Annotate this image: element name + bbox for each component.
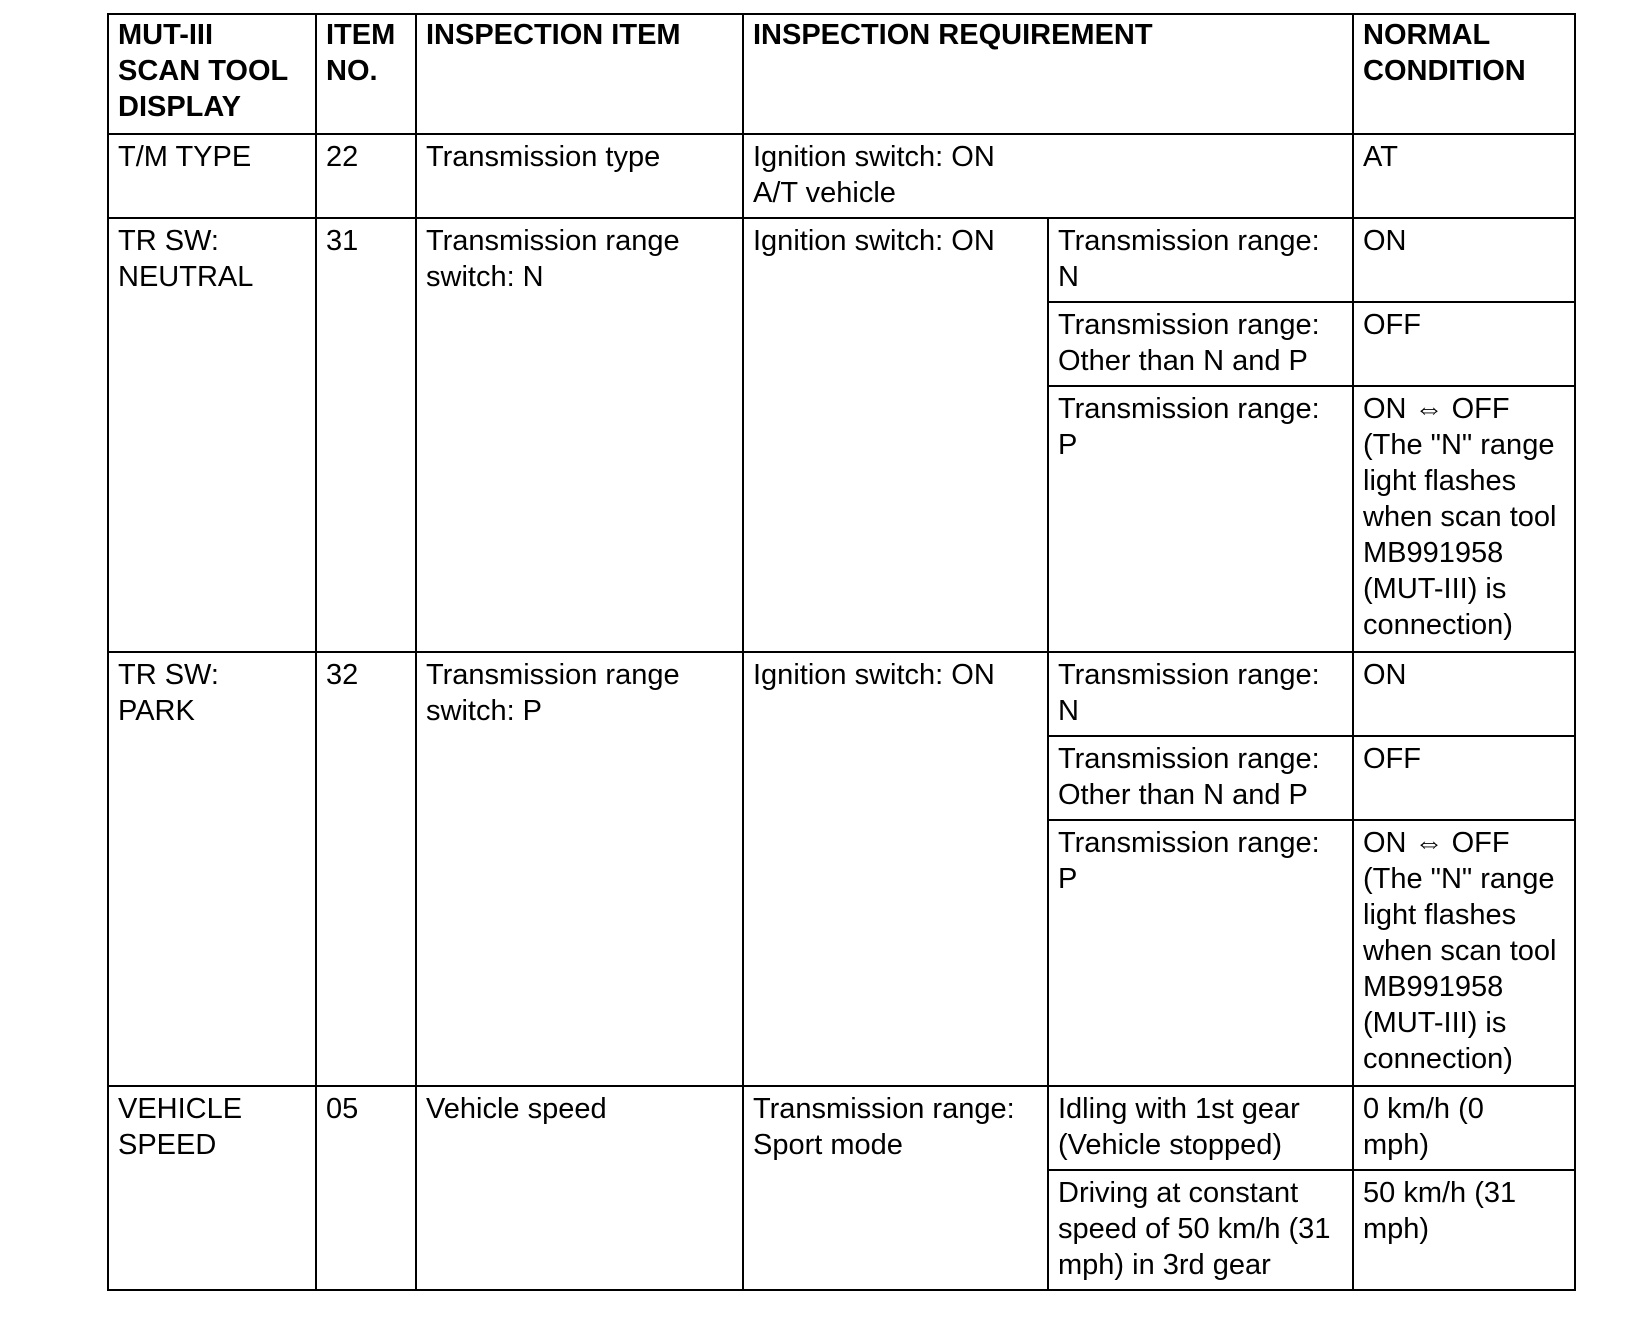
- sub-requirement-cell: Transmission range: P: [1048, 386, 1353, 652]
- item-no-cell: 05: [316, 1086, 416, 1290]
- normal-condition-cell: ON ⇔ OFF (The "N" range light flashes when scan tool MB991958 (MUT-III) is connection): [1353, 820, 1575, 1086]
- sub-requirement-cell: Driving at constant speed of 50 km/h (31 mph) in 3rd gear: [1048, 1170, 1353, 1290]
- normal-condition-cell: 0 km/h (0 mph): [1353, 1086, 1575, 1170]
- requirement-cell: Ignition switch: ON A/T vehicle: [743, 134, 1353, 218]
- sub-requirement-cell: Transmission range: P: [1048, 820, 1353, 1086]
- display-cell: TR SW: NEUTRAL: [108, 218, 316, 652]
- table-row: [108, 652, 1575, 736]
- header-item-no: ITEM NO.: [316, 14, 416, 134]
- header-row: [108, 14, 1575, 134]
- header-inspection-item: INSPECTION ITEM: [416, 14, 743, 134]
- normal-condition-cell: ON: [1353, 652, 1575, 736]
- normal-condition-cell: ON: [1353, 218, 1575, 302]
- sub-requirement-cell: Transmission range: N: [1048, 652, 1353, 736]
- display-cell: VEHICLE SPEED: [108, 1086, 316, 1290]
- normal-condition-cell: OFF: [1353, 736, 1575, 820]
- inspection-item-cell: Transmission range switch: N: [416, 218, 743, 652]
- sub-requirement-cell: Idling with 1st gear (Vehicle stopped): [1048, 1086, 1353, 1170]
- header-normal-condition: NORMAL CONDITION: [1353, 14, 1575, 134]
- normal-condition-cell: ON ⇔ OFF (The "N" range light flashes when scan tool MB991958 (MUT-III) is connection): [1353, 386, 1575, 652]
- table-row: [108, 134, 1575, 218]
- sub-requirement-cell: Transmission range: N: [1048, 218, 1353, 302]
- sub-requirement-cell: Transmission range: Other than N and P: [1048, 302, 1353, 386]
- requirement-cell: Ignition switch: ON: [743, 652, 1048, 1086]
- requirement-cell: Ignition switch: ON: [743, 218, 1048, 652]
- sub-requirement-cell: Transmission range: Other than N and P: [1048, 736, 1353, 820]
- item-no-cell: 32: [316, 652, 416, 1086]
- display-cell: TR SW: PARK: [108, 652, 316, 1086]
- header-display: MUT-III SCAN TOOL DISPLAY: [108, 14, 316, 134]
- requirement-cell: Transmission range: Sport mode: [743, 1086, 1048, 1290]
- inspection-table: [107, 13, 1576, 1291]
- item-no-cell: 31: [316, 218, 416, 652]
- display-cell: T/M TYPE: [108, 134, 316, 218]
- normal-condition-cell: OFF: [1353, 302, 1575, 386]
- inspection-item-cell: Transmission type: [416, 134, 743, 218]
- inspection-item-cell: Vehicle speed: [416, 1086, 743, 1290]
- inspection-item-cell: Transmission range switch: P: [416, 652, 743, 1086]
- table-row: [108, 1086, 1575, 1170]
- normal-condition-cell: AT: [1353, 134, 1575, 218]
- normal-condition-cell: 50 km/h (31 mph): [1353, 1170, 1575, 1290]
- header-inspection-requirement: INSPECTION REQUIREMENT: [743, 14, 1353, 134]
- item-no-cell: 22: [316, 134, 416, 218]
- table-row: [108, 218, 1575, 302]
